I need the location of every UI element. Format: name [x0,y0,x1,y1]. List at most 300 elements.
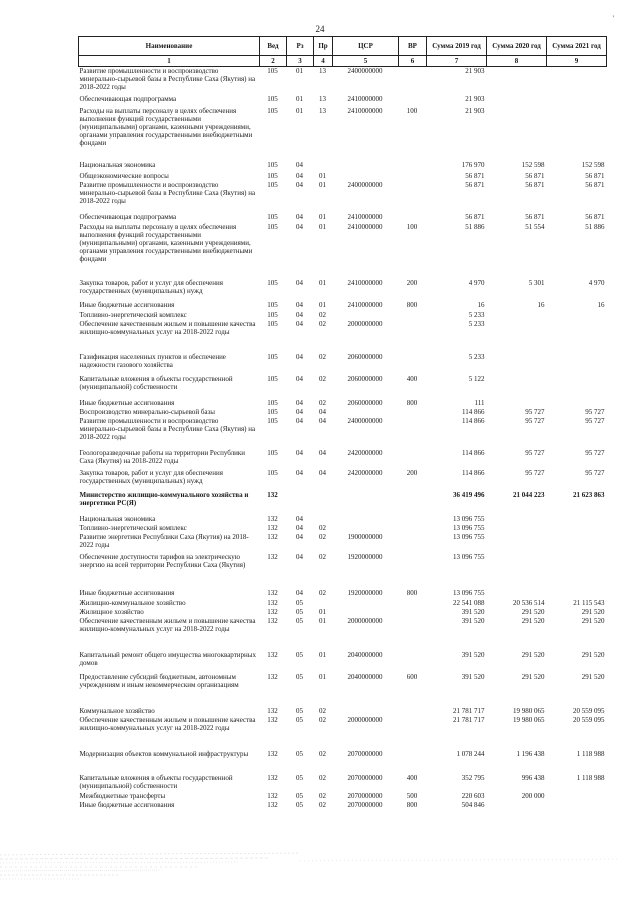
cell-sum-2021: 291 520 [581,616,605,625]
cell-sum-2019: 13 096 755 [453,552,485,561]
cell-rz: 04 [296,319,303,328]
cell-vr: 600 [406,672,418,681]
cell-sum-2019: 5 233 [468,352,485,361]
cell-rz: 04 [296,278,303,287]
cell-rz: 04 [296,180,303,189]
cell-name: Жилищно-коммунальное хозяйство [79,598,186,607]
cell-sum-2021 [547,589,607,599]
cell-ved: 105 [267,222,278,231]
cell-rz: 05 [296,715,303,724]
table-row [79,617,607,651]
cell-rz: 04 [296,310,303,319]
cell-pr: 13 [319,94,326,103]
cell-ved: 132 [267,749,278,758]
cell-vr: 800 [406,800,418,809]
cell-rz: 05 [296,598,303,607]
cell-sum-2021: 20 559 095 [573,715,605,724]
cell-sum-2020 [487,67,547,95]
cell-vr [399,553,427,589]
cell-sum-2021 [547,353,607,375]
col-header-ved: Вед [260,37,287,56]
cell-sum-2019: 391 520 [461,607,485,616]
cell-sum-2019: 5 122 [468,374,485,383]
cell-sum-2020: 95 727 [525,407,545,416]
col-header-rz: Рз [287,37,314,56]
cell-sum-2019: 21 903 [465,94,485,103]
cell-vr [399,353,427,375]
cell-rz: 04 [296,523,303,532]
cell-csr [333,608,399,617]
cell-csr: 2070000000 [347,749,383,758]
cell-ved: 132 [267,715,278,724]
cell-name: Капитальные вложения в объекты государственной (муниципальной) собственности [79,773,233,790]
table-row [79,95,607,107]
cell-csr: 2400000000 [347,180,383,189]
cell-name: Министерство жилищно-коммунального хозяйства и энергетики РС(Я) [79,490,249,507]
cell-vr [399,599,427,608]
cell-name: Межбюджетные трансферты [79,791,166,800]
cell-csr: 1900000000 [347,532,383,541]
cell-rz: 04 [296,160,303,169]
cell-pr: 04 [319,407,326,416]
col-header-pr: Пр [314,37,333,56]
col-number: 2 [260,56,287,67]
cell-ved: 132 [267,773,278,782]
cell-sum-2019: 22 541 088 [453,598,485,607]
cell-vr [399,617,427,651]
cell-vr [399,67,427,95]
cell-ved: 105 [267,278,278,287]
cell-vr [399,311,427,320]
cell-csr: 2040000000 [347,672,383,681]
cell-name: Обеспечивающая подпрограмма [79,94,177,103]
table-row [79,408,607,417]
cell-pr: 04 [319,468,326,477]
cell-vr [399,408,427,417]
cell-rz: 04 [296,300,303,309]
cell-sum-2020: 51 554 [525,222,545,231]
cell-sum-2021: 56 871 [585,171,605,180]
cell-csr [333,599,399,608]
cell-pr: 02 [319,523,326,532]
cell-csr: 1920000000 [347,588,383,597]
cell-sum-2021: 291 520 [581,672,605,681]
cell-csr: 2410000000 [347,300,383,309]
cell-vr [399,213,427,223]
cell-ved: 105 [267,468,278,477]
cell-sum-2020: 200 000 [521,791,545,800]
col-number: 3 [287,56,314,67]
cell-vr [399,707,427,716]
cell-ved: 132 [267,552,278,561]
cell-sum-2019: 220 603 [461,791,485,800]
cell-name: Обеспечение доступности тарифов на электрическую энергию на всей территории Республики Саха (Якутия) [79,552,246,569]
cell-sum-2020 [487,320,547,353]
cell-sum-2019: 36 419 496 [453,490,485,499]
cell-csr [333,524,399,533]
cell-csr: 2000000000 [347,715,383,724]
cell-sum-2019: 114 866 [462,416,485,425]
cell-name: Модернизация объектов коммунальной инфраструктуры [79,749,249,758]
cell-ved: 132 [267,532,278,541]
cell-sum-2021 [547,67,607,95]
cell-rz: 05 [296,650,303,659]
cell-pr: 02 [319,352,326,361]
cell-sum-2021 [547,107,607,161]
table-column-numbers-row [79,56,607,67]
table-row [79,161,607,172]
cell-sum-2021: 56 871 [585,180,605,189]
cell-vr [399,161,427,172]
cell-name: Обеспечение качественным жильем и повышение качества жилищно-коммунальных услуг на 2018-2022 годы [79,715,256,732]
cell-sum-2019: 13 096 755 [453,588,485,597]
cell-ved: 105 [267,374,278,383]
cell-sum-2019: 114 866 [462,448,485,457]
cell-sum-2019: 56 871 [465,212,485,221]
cell-vr [399,750,427,774]
cell-ved: 105 [267,310,278,319]
cell-sum-2020: 19 980 065 [513,706,545,715]
cell-name: Предоставление субсидий бюджетным, автономным учреждениям и иным некоммерческим организациям [79,672,239,689]
cell-sum-2019: 51 886 [465,222,485,231]
table-row [79,774,607,792]
col-header-vr: ВР [399,37,427,56]
cell-vr [399,515,427,524]
cell-sum-2019: 21 781 717 [453,715,485,724]
cell-sum-2019: 21 781 717 [453,706,485,715]
table-row [79,223,607,279]
cell-name: Обеспечивающая подпрограмма [79,212,177,221]
cell-sum-2020: 152 598 [521,160,545,169]
cell-ved: 132 [267,514,278,523]
cell-name: Иные бюджетные ассигнования [79,300,175,309]
cell-sum-2020: 56 871 [525,171,545,180]
table-row [79,320,607,353]
cell-vr [399,608,427,617]
cell-sum-2021: 4 970 [588,278,605,287]
cell-sum-2021: 152 598 [581,160,605,169]
cell-sum-2019: 13 096 755 [453,532,485,541]
cell-ved: 132 [267,616,278,625]
col-number: 4 [314,56,333,67]
cell-vr [399,533,427,553]
cell-ved: 132 [267,672,278,681]
cell-name: Развитие промышленности и воспроизводство минерально-сырьевой базы в Республике Саха (Якутия) на 2018-2022 годы [79,180,256,205]
cell-pr: 02 [319,749,326,758]
cell-name: Общеэкономические вопросы [79,171,169,180]
col-number: 1 [79,56,260,67]
cell-sum-2019: 114 866 [462,407,485,416]
cell-name: Развитие энергетики Республики Саха (Якутия) на 2018-2022 годы [79,532,249,549]
cell-rz: 05 [296,800,303,809]
table-row [79,608,607,617]
cell-sum-2021 [547,533,607,553]
cell-sum-2021 [547,95,607,107]
cell-sum-2021: 95 727 [585,468,605,477]
cell-pr: 02 [319,374,326,383]
cell-pr: 02 [319,706,326,715]
cell-sum-2019: 16 [477,300,485,309]
cell-sum-2019: 4 970 [468,278,485,287]
cell-sum-2020 [487,801,547,810]
cell-rz: 04 [296,222,303,231]
cell-ved: 132 [267,588,278,597]
cell-rz: 01 [296,94,303,103]
cell-sum-2020 [487,524,547,533]
cell-vr: 400 [406,773,418,782]
cell-sum-2021: 56 871 [585,212,605,221]
cell-name: Национальная экономика [79,514,156,523]
cell-name: Жилищное хозяйство [79,607,144,616]
cell-ved: 105 [267,67,278,75]
table-row [79,353,607,375]
cell-name: Национальная экономика [79,160,156,169]
table-row [79,311,607,320]
cell-pr: 02 [319,800,326,809]
cell-csr: 2000000000 [347,616,383,625]
cell-sum-2019: 21 903 [465,106,485,115]
table-row [79,553,607,589]
cell-sum-2021 [547,515,607,524]
cell-sum-2020 [487,399,547,408]
cell-csr [333,161,399,172]
cell-ved: 132 [267,598,278,607]
cell-sum-2020 [487,533,547,553]
cell-csr: 2410000000 [347,222,383,231]
cell-pr: 02 [319,791,326,800]
col-header-sum-2020: Сумма 2020 год [487,37,547,56]
cell-sum-2020 [487,353,547,375]
col-number: 6 [399,56,427,67]
cell-name: Расходы на выплаты персоналу в целях обеспечения выполнения функций государственными (муниципальными) органами, казенными учреждениями, органами управления государственными внебюджетными фондами [79,106,253,147]
cell-name: Закупка товаров, работ и услуг для обеспечения государственных (муниципальных) нужд [79,278,223,295]
cell-ved: 105 [267,106,278,115]
cell-csr: 2410000000 [347,278,383,287]
cell-vr [399,172,427,181]
table-row [79,716,607,750]
cell-csr: 2060000000 [347,352,383,361]
cell-name: Капитальный ремонт общего имущества многоквартирных домов [79,650,256,667]
cell-vr: 200 [406,278,418,287]
cell-csr: 2070000000 [347,800,383,809]
cell-ved: 105 [267,407,278,416]
table-row [79,673,607,707]
cell-sum-2019: 352 795 [461,773,485,782]
table-row [79,533,607,553]
cell-rz [287,491,314,515]
cell-rz: 05 [296,672,303,681]
cell-sum-2020: 19 980 065 [513,715,545,724]
cell-sum-2021 [547,375,607,399]
table-row [79,301,607,311]
cell-sum-2020 [487,95,547,107]
col-number: 8 [487,56,547,67]
table-row [79,707,607,716]
cell-rz: 04 [296,468,303,477]
cell-sum-2021: 21 623 863 [573,490,605,499]
cell-sum-2019: 111 [474,398,485,407]
cell-vr: 400 [406,374,418,383]
cell-name: Воспроизводство минерально-сырьевой базы [79,407,215,416]
cell-csr [333,408,399,417]
table-row [79,651,607,673]
cell-vr [399,651,427,673]
col-number: 9 [547,56,607,67]
cell-sum-2020: 16 [537,300,545,309]
cell-sum-2020 [487,589,547,599]
cell-vr [399,449,427,469]
cell-name: Иные бюджетные ассигнования [79,398,175,407]
cell-csr: 2400000000 [347,67,383,75]
cell-sum-2020: 21 044 223 [513,490,545,499]
table-row [79,181,607,213]
cell-csr [333,491,399,515]
cell-sum-2020 [487,107,547,161]
cell-ved: 105 [267,352,278,361]
cell-sum-2020: 20 536 514 [513,598,545,607]
cell-ved: 105 [267,448,278,457]
cell-csr: 2040000000 [347,650,383,659]
cell-pr [314,491,333,515]
cell-sum-2019: 504 846 [461,800,485,809]
cell-rz: 04 [296,532,303,541]
cell-name: Иные бюджетные ассигнования [79,588,175,597]
cell-rz: 05 [296,706,303,715]
table-row [79,589,607,599]
cell-vr: 500 [406,791,418,800]
cell-ved: 105 [267,171,278,180]
cell-sum-2020: 996 438 [521,773,545,782]
cell-pr: 01 [319,616,326,625]
cell-sum-2020: 95 727 [525,468,545,477]
cell-pr: 04 [319,448,326,457]
cell-name: Газификация населенных пунктов и обеспечение надежности газового хозяйства [79,352,226,369]
cell-name: Коммунальное хозяйство [79,706,155,715]
cell-sum-2019: 13 096 755 [453,523,485,532]
cell-sum-2021: 51 886 [585,222,605,231]
cell-vr [399,95,427,107]
cell-pr: 01 [319,650,326,659]
cell-name: Иные бюджетные ассигнования [79,800,175,809]
cell-csr: 2060000000 [347,398,383,407]
cell-csr: 2070000000 [347,791,383,800]
cell-ved: 105 [267,398,278,407]
cell-vr [399,491,427,515]
cell-name: Развитие промышленности и воспроизводство минерально-сырьевой базы в Республике Саха (Якутия) на 2018-2022 годы [79,416,256,441]
cell-sum-2020: 95 727 [525,416,545,425]
cell-rz: 05 [296,791,303,800]
cell-csr: 2410000000 [347,94,383,103]
cell-vr [399,320,427,353]
cell-sum-2020: 291 520 [521,607,545,616]
cell-pr: 13 [319,67,326,75]
cell-pr: 13 [319,106,326,115]
table-row [79,449,607,469]
cell-ved: 105 [267,300,278,309]
cell-sum-2020: 5 301 [528,278,545,287]
table-row [79,399,607,408]
cell-csr: 2420000000 [347,468,383,477]
cell-vr: 800 [406,300,418,309]
cell-vr [399,181,427,213]
table-row [79,107,607,161]
table-row [79,801,607,810]
cell-sum-2020: 291 520 [521,650,545,659]
cell-csr [333,172,399,181]
cell-vr: 100 [406,222,418,231]
cell-sum-2021 [547,792,607,801]
cell-ved: 105 [267,416,278,425]
table-row [79,750,607,774]
cell-vr: 100 [406,106,418,115]
cell-pr: 01 [319,672,326,681]
cell-ved: 132 [267,607,278,616]
cell-name: Топливно-энергетический комплекс [79,523,187,532]
col-number: 5 [333,56,399,67]
cell-sum-2021 [547,320,607,353]
cell-csr: 2400000000 [347,416,383,425]
cell-sum-2021: 95 727 [585,448,605,457]
col-header-sum-2021: Сумма 2021 год [547,37,607,56]
cell-name: Обеспечение качественным жильем и повышение качества жилищно-коммунальных услуг на 2018-2022 годы [79,616,256,633]
cell-sum-2019: 391 520 [461,672,485,681]
cell-rz: 04 [296,448,303,457]
table-row [79,792,607,801]
cell-pr: 01 [319,180,326,189]
cell-csr: 2060000000 [347,374,383,383]
cell-sum-2021: 291 520 [581,607,605,616]
cell-pr [314,161,333,172]
cell-rz: 04 [296,171,303,180]
cell-sum-2019: 114 866 [462,468,485,477]
cell-vr: 800 [406,588,418,597]
cell-pr: 01 [319,300,326,309]
cell-pr: 02 [319,532,326,541]
table-row [79,524,607,533]
cell-sum-2020: 95 727 [525,448,545,457]
cell-sum-2021 [547,524,607,533]
cell-name: Геологоразведочные работы на территории Республики Саха (Якутия) на 2018-2022 годы [79,448,246,465]
cell-name: Капитальные вложения в объекты государственной (муниципальной) собственности [79,374,233,391]
cell-pr: 02 [319,715,326,724]
cell-vr [399,524,427,533]
cell-sum-2019: 391 520 [461,616,485,625]
cell-pr [314,515,333,524]
table-row [79,67,607,95]
cell-rz: 04 [296,552,303,561]
col-header-csr: ЦСР [333,37,399,56]
cell-sum-2019: 56 871 [465,171,485,180]
cell-ved: 105 [267,160,278,169]
cell-sum-2019: 56 871 [465,180,485,189]
table-row [79,279,607,301]
cell-name: Топливно-энергетический комплекс [79,310,187,319]
cell-pr: 01 [319,222,326,231]
table-row [79,469,607,491]
cell-rz: 05 [296,773,303,782]
cell-rz: 04 [296,588,303,597]
cell-vr [399,417,427,449]
table-row [79,213,607,223]
cell-sum-2020 [487,375,547,399]
cell-rz: 04 [296,514,303,523]
cell-pr: 04 [319,416,326,425]
cell-sum-2020: 56 871 [525,212,545,221]
cell-sum-2021: 95 727 [585,407,605,416]
cell-rz: 01 [296,67,303,75]
cell-csr [333,311,399,320]
page-number: 24 [315,24,325,34]
